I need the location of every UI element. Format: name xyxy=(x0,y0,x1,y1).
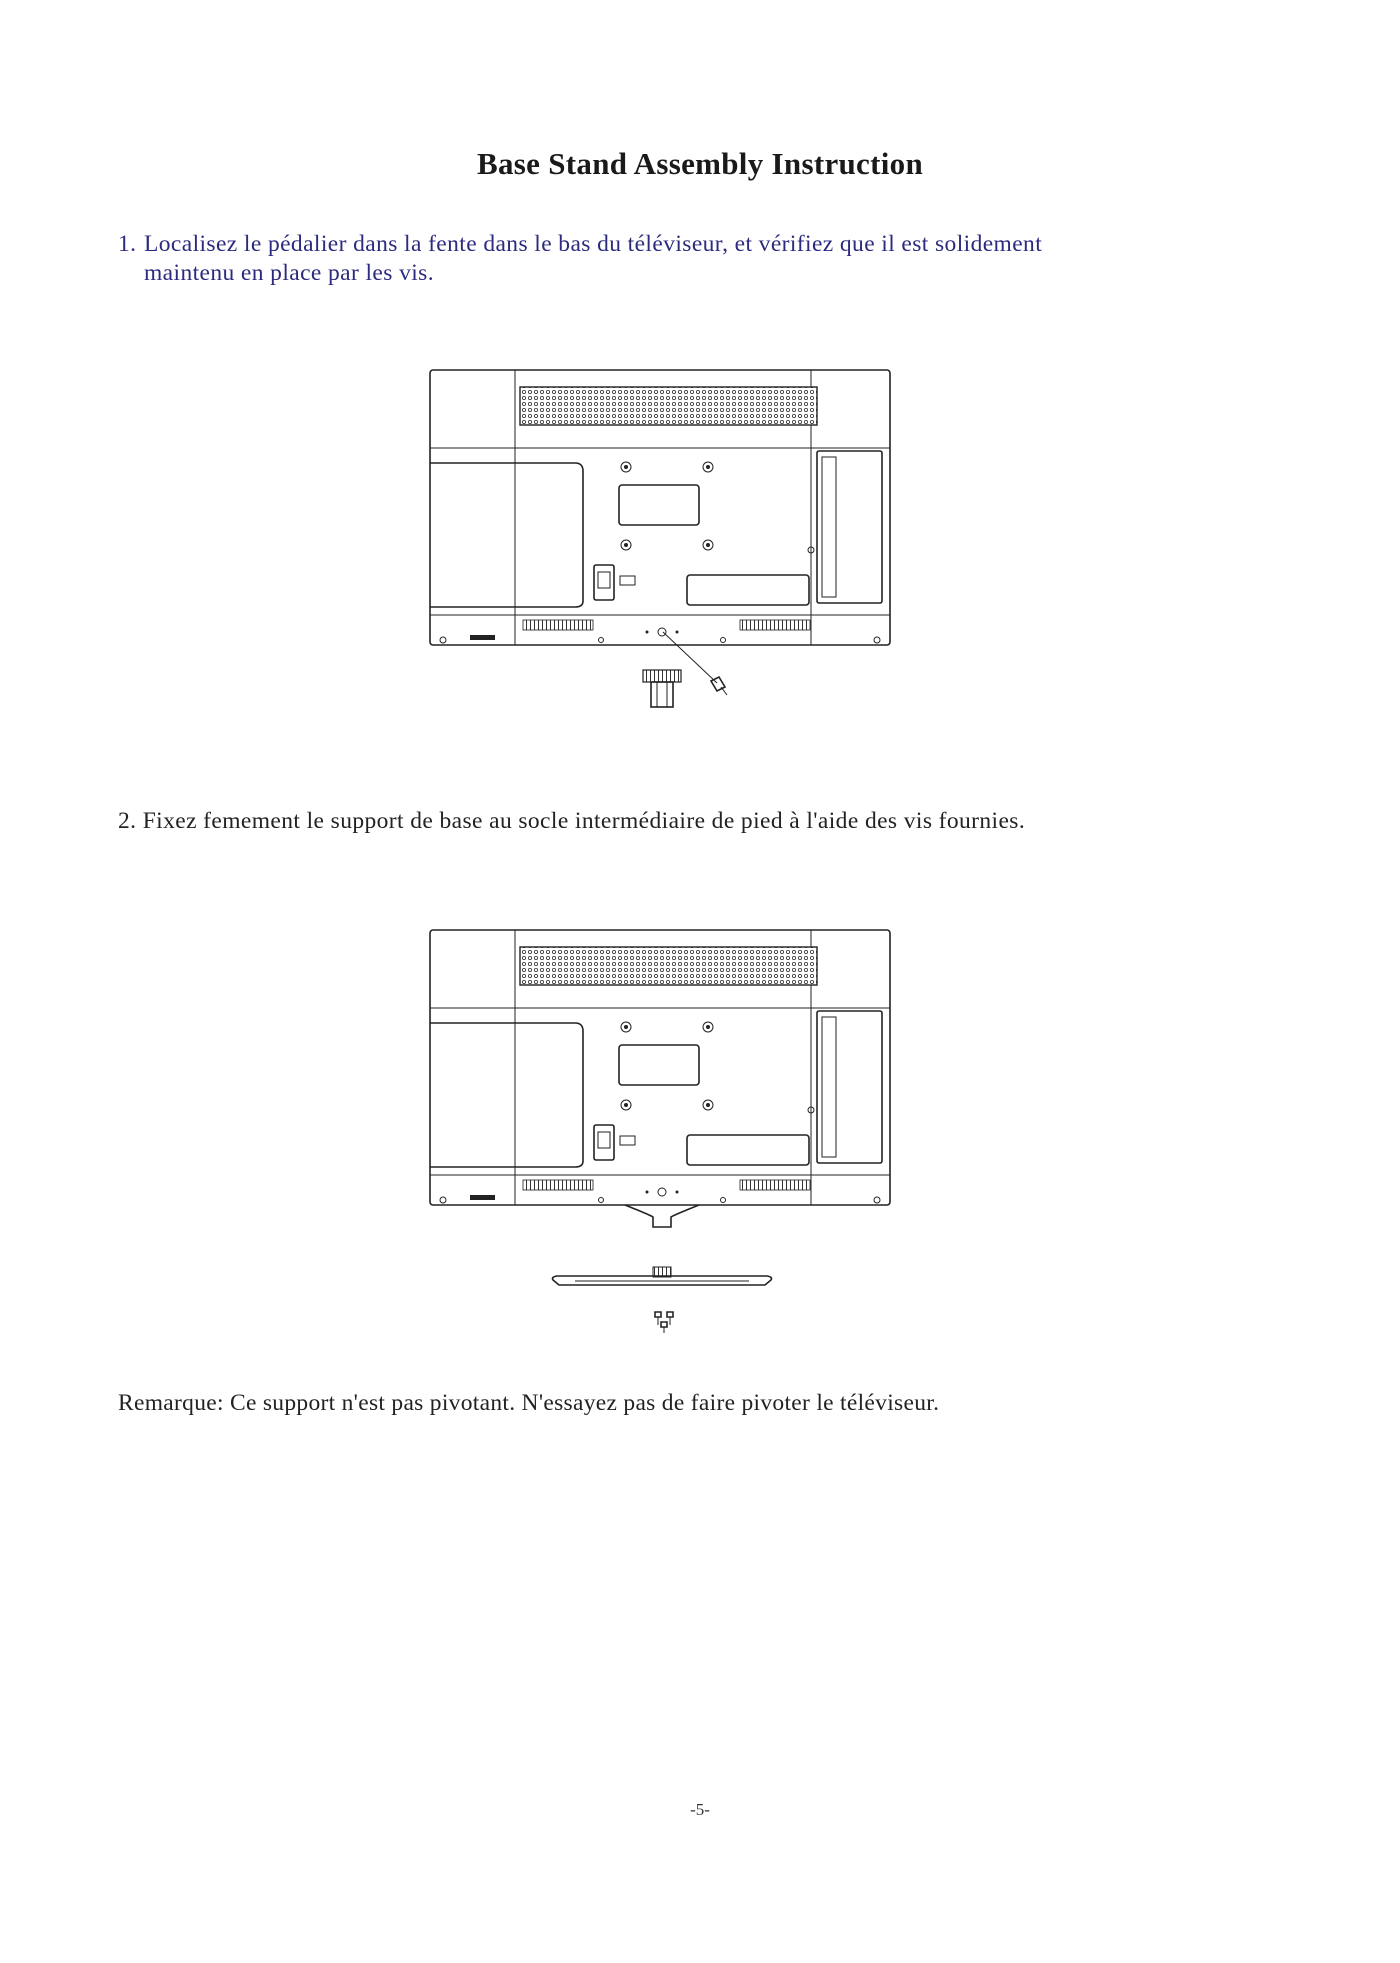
step-1-number: 1. xyxy=(118,231,137,257)
page-title: Base Stand Assembly Instruction xyxy=(477,146,923,181)
top-vent-grille xyxy=(520,387,817,425)
page-number: -5- xyxy=(690,1800,710,1819)
stand-neck-attached xyxy=(625,1205,699,1227)
base-screws xyxy=(655,1312,673,1333)
step-1-line-1: Localisez le pédalier dans la fente dans le bas du téléviseur, et vérifiez que il est solidement xyxy=(144,231,1043,257)
note-text: Remarque: Ce support n'est pas pivotant. N'essayez pas de faire pivoter le téléviseur. xyxy=(118,1390,940,1416)
figure-tv-back-neck xyxy=(425,365,895,710)
step-1-instruction xyxy=(118,230,1228,288)
stand-neck xyxy=(643,670,681,707)
step-1-line-2: maintenu en place par les vis. xyxy=(144,260,434,286)
stand-base xyxy=(553,1267,772,1285)
top-vent-grille xyxy=(520,947,817,985)
tv-back-panel xyxy=(430,370,890,645)
step-2-instruction: 2. Fixez femement le support de base au socle intermédiaire de pied à l'aide des vis fournies. xyxy=(118,808,1026,834)
tv-back-panel xyxy=(430,930,890,1205)
figure-tv-back-base xyxy=(425,925,895,1330)
